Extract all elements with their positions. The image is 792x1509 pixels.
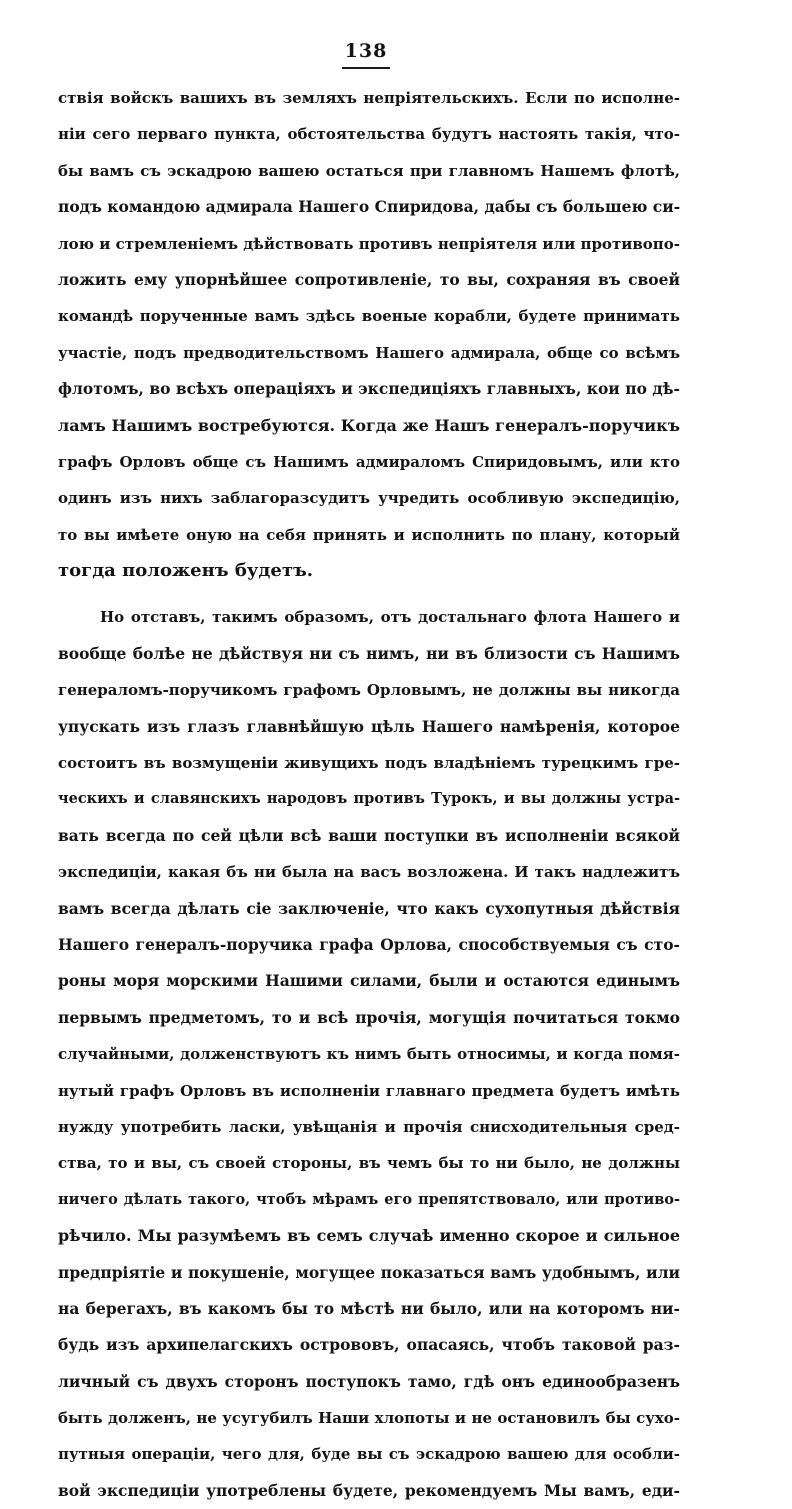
text-line: вообще болѣе не дѣйствуя ни съ нимъ, ни въ близости съ Нашимъ: [58, 643, 680, 663]
paragraph-2: [58, 599, 680, 1509]
text-line: на берегахъ, въ какомъ бы то мѣстѣ ни было, или на которомъ ни-: [58, 1298, 680, 1318]
text-line: нутый графъ Орловъ въ исполненіи главнаго предмета будетъ имѣть: [58, 1081, 680, 1100]
text-line: ніи сего перваго пункта, обстоятельства будутъ настоять такія, что-: [58, 125, 680, 144]
text-line: будь изъ архипелагскихъ острововъ, опасаясь, чтобъ таковой раз-: [58, 1335, 680, 1355]
text-line: личный съ двухъ сторонъ поступокъ тамо, гдѣ онъ единообразенъ: [58, 1371, 680, 1391]
page-number: 138: [344, 40, 388, 62]
text-line: первымъ предметомъ, то и всѣ прочія, могущія почитаться токмо: [58, 1007, 680, 1027]
text-line: генераломъ-поручикомъ графомъ Орловымъ, не должны вы никогда: [58, 681, 680, 700]
text-line: роны моря морскими Нашими силами, были и остаются единымъ: [58, 971, 680, 991]
text-line: Нашего генералъ-поручика графа Орлова, способствуемыя съ сто-: [58, 934, 680, 954]
page-number-rule: [342, 67, 390, 69]
text-line: ложить ему упорнѣйшее сопротивленіе, то вы, сохраняя въ своей: [58, 269, 680, 289]
text-line: быть долженъ, не усугубилъ Наши хлопоты и не остановилъ бы сухо-: [58, 1409, 680, 1428]
text-line: Но отставъ, такимъ образомъ, отъ достальнаго флота Нашего и: [100, 608, 680, 627]
text-line: экспедиціи, какая бъ ни была на васъ возложена. И такъ надлежитъ: [58, 863, 680, 882]
text-line: вамъ всегда дѣлать сіе заключеніе, что какъ сухопутныя дѣйствія: [58, 898, 680, 918]
text-line: нужду употребить ласки, увѣщанія и прочія снисходительныя сред-: [58, 1117, 680, 1136]
text-line: бы вамъ съ эскадрою вашею остаться при главномъ Нашемъ флотѣ,: [58, 161, 680, 180]
text-line: рѣчило. Мы разумѣемъ въ семъ случаѣ именно скорое и сильное: [58, 1226, 680, 1246]
text-line: ства, то и вы, съ своей стороны, въ чемъ бы то ни было, не должны: [58, 1154, 680, 1173]
text-line: подъ командою адмирала Нашего Спиридова, дабы съ большею си-: [58, 197, 680, 217]
text-line: то вы имѣете оную на себя принять и исполнить по плану, который: [58, 525, 680, 544]
text-line: тогда положенъ будетъ.: [58, 560, 314, 582]
text-line: вой экспедиціи употреблены будете, рекомендуемъ Мы вамъ, еди-: [58, 1480, 680, 1500]
text-line: одинъ изъ нихъ заблагоразсудитъ учредить особливую экспедицію,: [58, 489, 680, 508]
paragraph-gap: [58, 589, 680, 599]
text-line: упускать изъ глазъ главнѣйшую цѣль Нашего намѣренія, которое: [58, 716, 680, 736]
text-line: случайными, долженствуютъ къ нимъ быть относимы, и когда помя-: [58, 1045, 680, 1064]
paragraph-1: [58, 80, 680, 589]
text-line: графъ Орловъ обще съ Нашимъ адмираломъ Спиридовымъ, или кто: [58, 452, 680, 471]
text-line: лою и стремленіемъ дѣйствовать противъ непріятеля или противопо-: [58, 234, 680, 253]
text-line: флотомъ, во всѣхъ операціяхъ и экспедиціяхъ главныхъ, кои по дѣ-: [58, 379, 680, 399]
body-text: [58, 80, 680, 1509]
text-line: ламъ Нашимъ востребуются. Когда же Нашъ генералъ-поручикъ: [58, 415, 680, 435]
text-line: ствія войскъ вашихъ въ земляхъ непріятельскихъ. Если по исполне-: [58, 89, 680, 107]
text-line: вать всегда по сей цѣли всѣ ваши поступки въ исполненіи всякой: [58, 825, 680, 845]
text-line: ничего дѣлать такого, чтобъ мѣрамъ его препятствовало, или противо-: [58, 1190, 680, 1208]
text-line: состоитъ въ возмущеніи живущихъ подъ владѣніемъ турецкимъ гре-: [58, 754, 680, 773]
text-line: предпріятіе и покушеніе, могущее показаться вамъ удобнымъ, или: [58, 1262, 680, 1282]
text-line: командѣ порученные вамъ здѣсь военые корабли, будете принимать: [58, 307, 680, 326]
text-line: ческихъ и славянскихъ народовъ противъ Турокъ, и вы должны устра-: [58, 790, 680, 808]
text-line: путныя операціи, чего для, буде вы съ эскадрою вашею для особли-: [58, 1445, 680, 1464]
text-line: участіе, подъ предводительствомъ Нашего адмирала, обще со всѣмъ: [58, 343, 680, 362]
